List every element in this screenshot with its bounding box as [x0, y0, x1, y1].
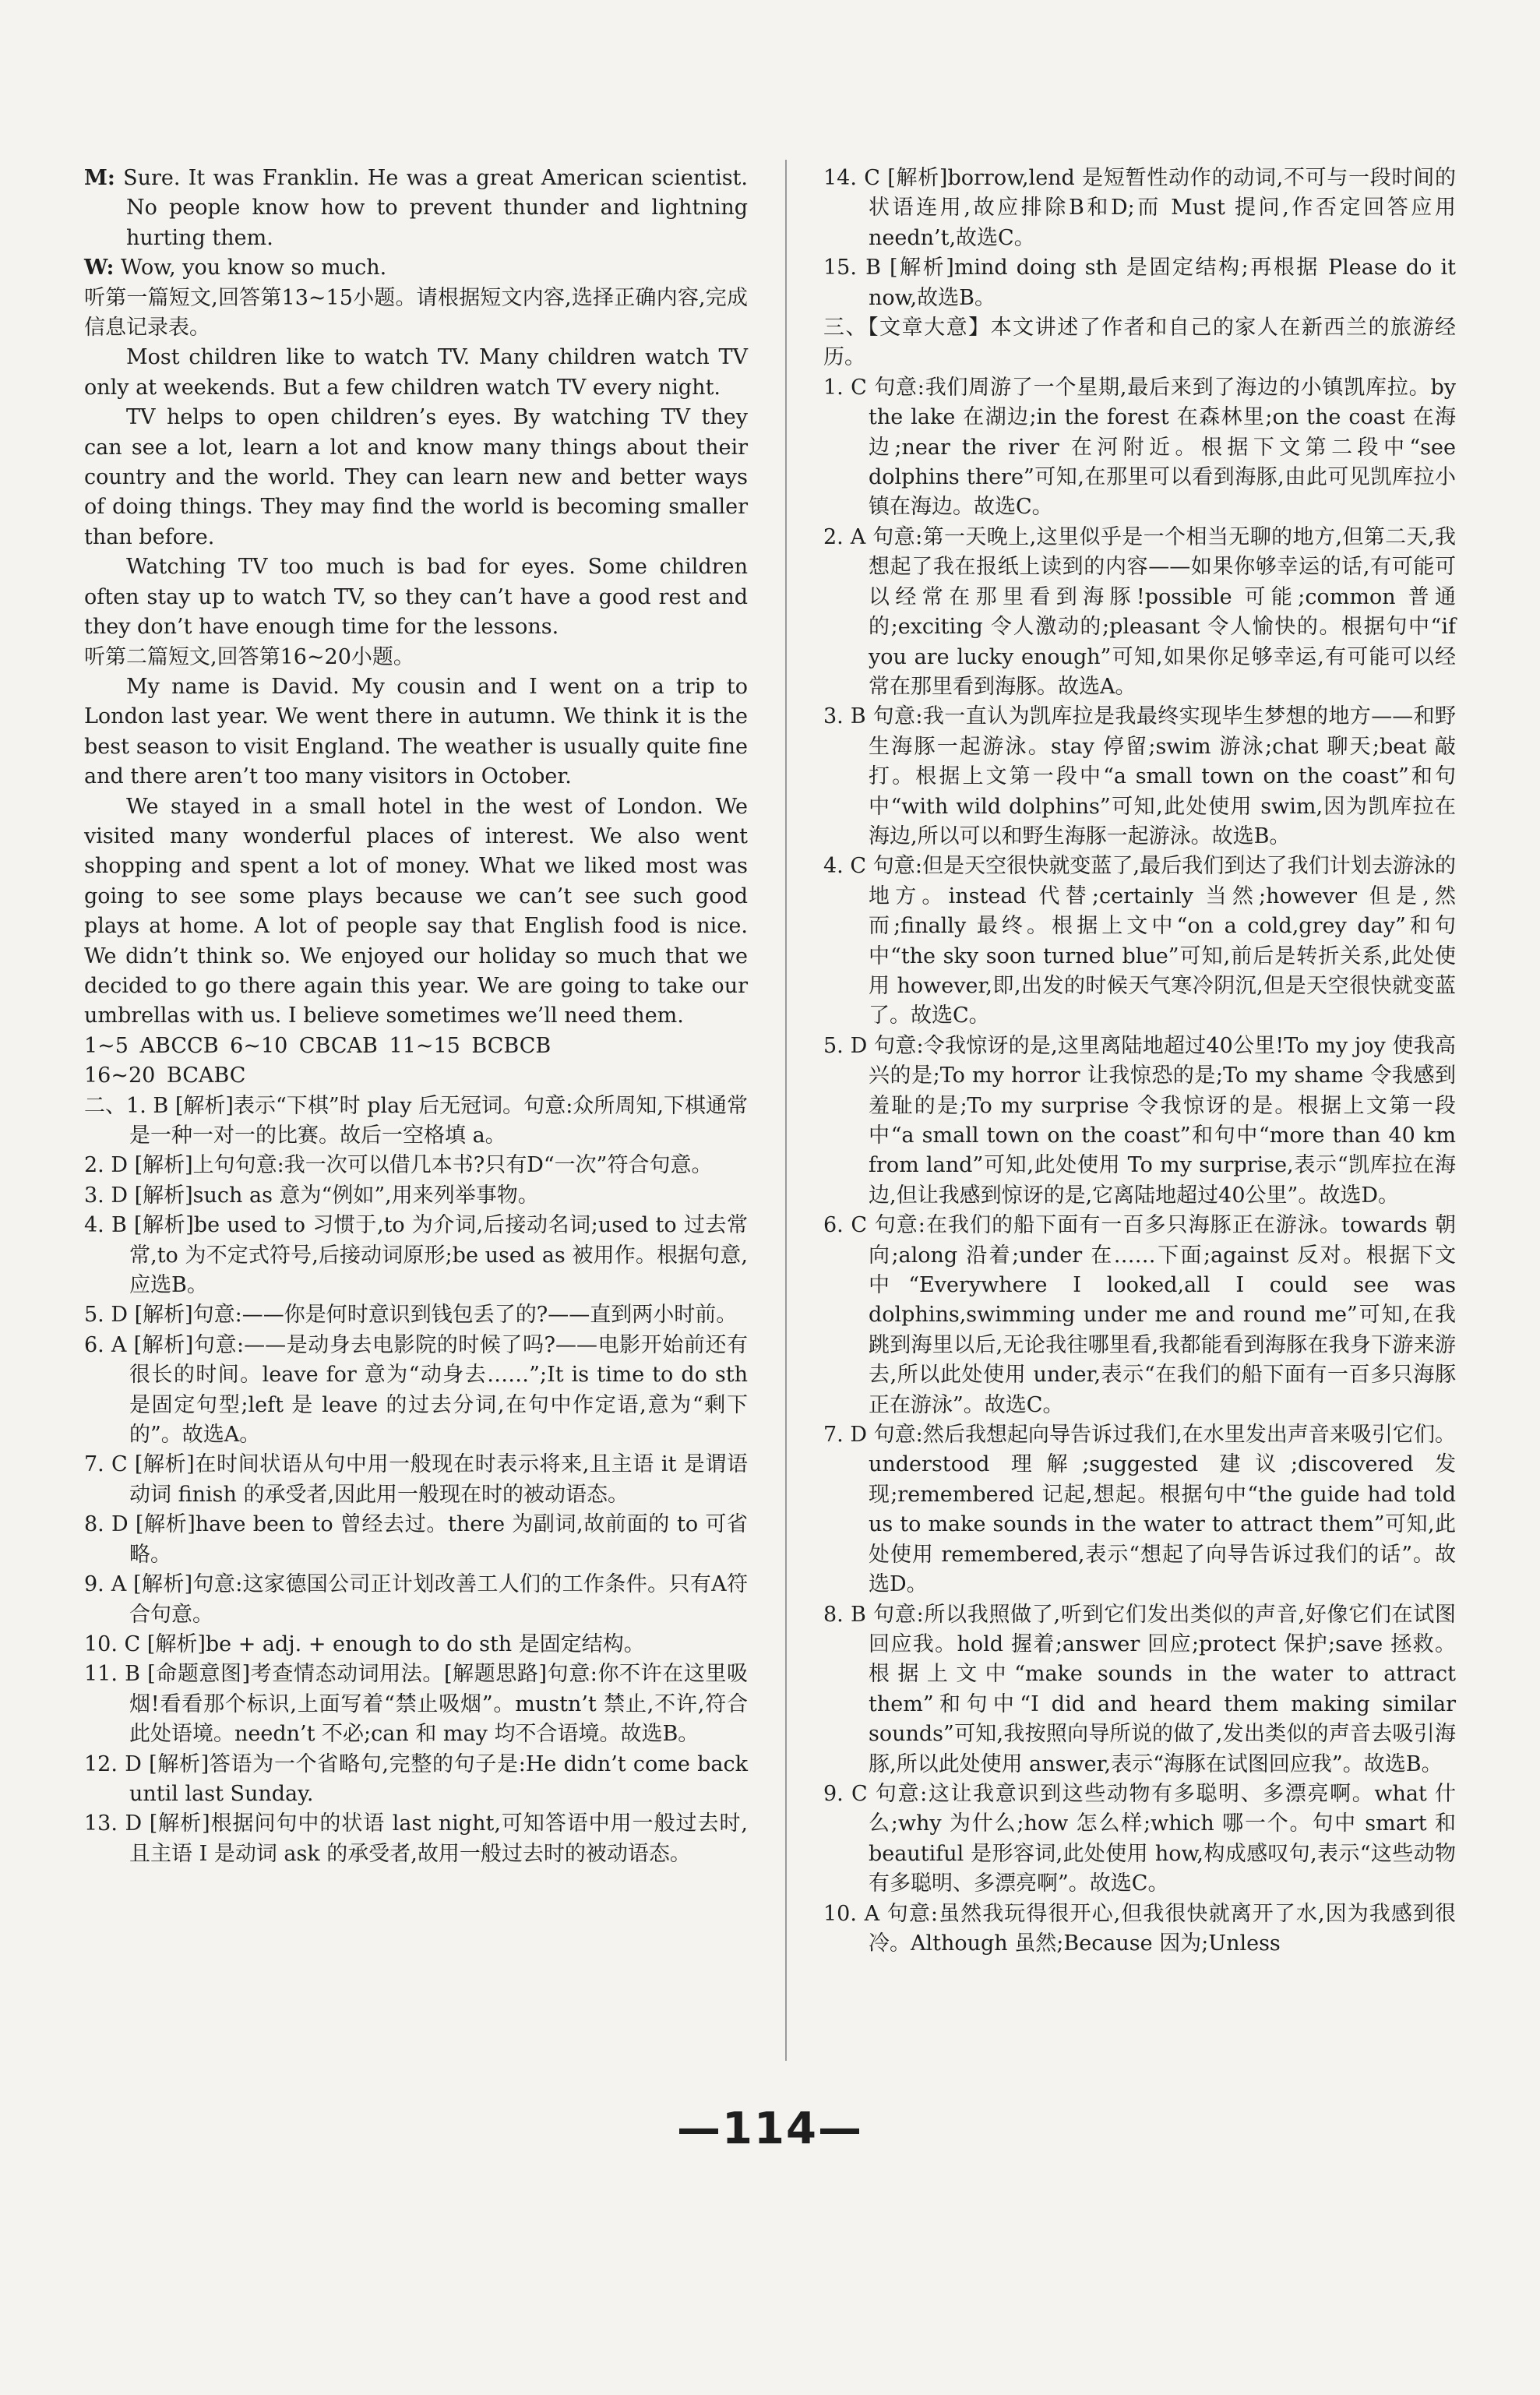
answer-item [84, 1300, 748, 1330]
answer-item [84, 1630, 748, 1660]
item-number: 7. [84, 1452, 104, 1477]
answer-item [823, 164, 1456, 253]
item-number: 二、1. [84, 1093, 146, 1118]
answer-item [823, 373, 1456, 523]
item-number: 13. [84, 1811, 118, 1836]
answer-item [823, 702, 1456, 852]
item-text: C [解析]在时间状语从句中用一般现在时表示将来,且主语 it 是谓语动词 finish 的承受者,因此用一般现在时的被动语态。 [111, 1452, 748, 1507]
item-number: 2. [823, 524, 844, 549]
item-number: 8. [823, 1602, 844, 1627]
item-text: C 句意:但是天空很快就变蓝了,最后我们到达了我们计划去游泳的地方。instead 代替;certainly 当然;however 但是,然而;finally 最终。根据上文中“on a cold,grey day”和句中“the sky soon turned blue”可知,前后是转折关系,此处使用 however,即,出发的时候天气寒冷阴沉,但是天空很快就变蓝了。故选C。 [850, 854, 1456, 1028]
passage-paragraph: TV helps to open children’s eyes. By watching TV they can see a lot, learn a lot and know many things about their country and the world. They can learn new and better ways of doing things. They may find the world is becoming smaller than before. [84, 405, 748, 549]
item-text: D 句意:令我惊讶的是,这里离陆地超过40公里!To my joy 使我高兴的是;To my horror 让我惊恐的是;To my shame 令我感到羞耻的是;To my surprise 令我惊讶的是。根据上文第一段中“a small town on the coast”和句中“more than 40 km from land”可知,此处使用 To my surprise,表示“凯库拉在海边,但让我感到惊讶的是,它离陆地超过40公里”。故选D。 [850, 1033, 1456, 1208]
item-text: B [命题意图]考查情态动词用法。[解题思路]句意:你不许在这里吸烟!看看那个标识,上面写着“禁止吸烟”。mustn’t 禁止,不许,符合此处语境。needn’t 不必;can 和 may 均不合语境。故选B。 [125, 1662, 748, 1747]
item-text: B 句意:我一直认为凯库拉是我最终实现毕生梦想的地方——和野生海豚一起游泳。stay 停留;swim 游泳;chat 聊天;beat 敲打。根据上文第一段中“a small town on the coast”和句中“with wild dolphins”可知,此处使用 swim,因为凯库拉在海边,所以可以和野生海豚一起游泳。故选B。 [850, 704, 1456, 848]
listening-intro-1: 听第一篇短文,回答第13~15小题。请根据短文内容,选择正确内容,完成信息记录表。 [84, 285, 748, 340]
answer-item [84, 1570, 748, 1630]
right-column [823, 164, 1456, 1959]
answer-item [84, 1660, 748, 1749]
answer-item [84, 1331, 748, 1451]
item-text: D 句意:然后我想起向导告诉过我们,在水里发出声音来吸引它们。understood 理解;suggested 建议;discovered 发现;remembered 记起,想起。根据句中“the guide had told us to make sounds in the water to attract them”可知,此处使用 remembered,表示“想起了向导告诉过我们的话”。故选D。 [850, 1423, 1456, 1597]
answer-item [84, 1809, 748, 1869]
item-number: 3. [823, 704, 844, 729]
answer-item [84, 1181, 748, 1211]
item-text: B [解析]be used to 习惯于,to 为介词,后接动名词;used to 过去常常,to 为不定式符号,后接动词原形;be used as 被用作。根据句意,应选B。 [111, 1213, 748, 1298]
passage-paragraph: We stayed in a small hotel in the west of London. We visited many wonderful places of interest. We also went shopping and spent a lot of money. What we liked most was going to see some plays because we can’t see such good plays at home. A lot of people say that English food is nice. We didn’t think so. We enjoyed our holiday so much that we decided to go there again this year. We are going to take our umbrellas with us. I believe sometimes we’ll need them. [84, 794, 748, 1028]
item-text: D [解析]句意:——你是何时意识到钱包丢了的?——直到两小时前。 [111, 1303, 738, 1328]
item-text: B [解析]mind doing sth 是固定结构;再根据 Please do it now,故选B。 [865, 256, 1456, 310]
item-text: C [解析]be + adj. + enough to do sth 是固定结构。 [124, 1631, 645, 1656]
item-text: A 句意:第一天晚上,这里似乎是一个相当无聊的地方,但第二天,我想起了我在报纸上读到的内容——如果你够幸运的话,有可能可以经常在那里看到海豚!possible 可能;common 普通的;exciting 令人激动的;pleasant 令人愉快的。根据句中“if you are lucky enough”可知,如果你足够幸运,有可能可以经常在那里看到海豚。故选A。 [850, 524, 1456, 699]
item-number: 8. [84, 1512, 104, 1537]
item-number: 7. [823, 1423, 844, 1448]
dialogue-line-m [84, 164, 748, 253]
speaker-w: W: [84, 256, 115, 280]
item-number: 6. [823, 1213, 844, 1238]
answer-item [84, 1211, 748, 1300]
item-text: B [解析]表示“下棋”时 play 后无冠词。句意:众所周知,下棋通常是一种一对一的比赛。故后一空格填 a。 [129, 1093, 749, 1148]
item-text: A 句意:虽然我玩得很开心,但我很快就离开了水,因为我感到很冷。Although 虽然;Because 因为;Unless [864, 1901, 1456, 1956]
section-3-answers [823, 373, 1456, 1959]
item-number: 10. [84, 1631, 118, 1656]
answer-item [823, 1779, 1456, 1899]
section-3-summary: 三、【文章大意】本文讲述了作者和自己的家人在新西兰的旅游经历。 [823, 316, 1456, 370]
page-number: —114— [677, 2104, 863, 2154]
section-2-answers [84, 1092, 748, 1870]
answer-key-line: 16~20 BCABC [84, 1063, 246, 1088]
speaker-m: M: [84, 166, 115, 190]
answer-key-line: 1~5 ABCCB 6~10 CBCAB 11~15 BCBCB [84, 1033, 552, 1058]
answer-item [823, 1211, 1456, 1420]
item-number: 9. [84, 1572, 104, 1597]
answer-item [823, 1032, 1456, 1211]
passage-paragraph: My name is David. My cousin and I went on a trip to London last year. We went there in autumn. We think it is the best season to visit England. The weather is usually quite fine and there aren’t too many visitors in October. [84, 674, 748, 789]
answer-item [823, 253, 1456, 313]
item-text: B 句意:所以我照做了,听到它们发出类似的声音,好像它们在试图回应我。hold 握着;answer 回应;protect 保护;save 拯救。根据上文中“make sounds in the water to attract them”和句中“I did and heard them making similar sounds”可知,我按照向导所说的做了,发出类似的声音去吸引海豚,所以此处使用 answer,表示“海豚在试图回应我”。故选B。 [851, 1602, 1456, 1776]
item-number: 9. [823, 1781, 844, 1806]
answer-item [84, 1750, 748, 1810]
item-text: C 句意:我们周游了一个星期,最后来到了海边的小镇凯库拉。by the lake 在湖边;in the forest 在森林里;on the coast 在海边;near the river 在河附近。根据下文第二段中“see dolphins there”可知,在那里可以看到海豚,由此可见凯库拉小镇在海边。故选C。 [851, 375, 1456, 520]
dialogue-text: Sure. It was Franklin. He was a great American scientist. No people know how to prevent thunder and lightning hurting them. [115, 166, 748, 250]
answer-item [823, 523, 1456, 702]
item-number: 5. [823, 1033, 844, 1058]
item-text: D [解析]have been to 曾经去过。there 为副词,故前面的 to 可省略。 [111, 1512, 748, 1567]
answer-item [84, 1510, 748, 1570]
item-number: 12. [84, 1751, 118, 1776]
column-divider [785, 160, 787, 2061]
answer-item [84, 1092, 749, 1152]
passage-paragraph: Most children like to watch TV. Many children watch TV only at weekends. But a few children watch TV every night. [84, 345, 748, 400]
item-number: 3. [84, 1183, 104, 1208]
answer-item [84, 1151, 748, 1180]
item-text: A [解析]句意:——是动身去电影院的时候了吗?——电影开始前还有很长的时间。leave for 意为“动身去……”;It is time to do sth 是固定句型;left 是 leave 的过去分词,在句中作定语,意为“剩下的”。故选A。 [111, 1332, 748, 1448]
item-number: 14. [823, 166, 857, 190]
item-text: C 句意:在我们的船下面有一百多只海豚正在游泳。towards 朝向;along 沿着;under 在……下面;against 反对。根据下文中“Everywhere I looked,all I could see was dolphins,swimming under me and round me”可知,在我跳到海里以后,无论我往哪里看,我都能看到海豚在我身下游来游去,所以此处使用 under,表示“在我们的船下面有一百多只海豚正在游泳”。故选C。 [851, 1213, 1456, 1417]
item-text: D [解析]答语为一个省略句,完整的句子是:He didn’t come back until last Sunday. [125, 1751, 748, 1806]
answer-item [823, 1899, 1456, 1959]
item-number: 4. [823, 854, 844, 879]
dialogue-text: Wow, you know so much. [114, 256, 387, 280]
item-number: 11. [84, 1662, 118, 1687]
answer-item [823, 1420, 1456, 1600]
item-text: A [解析]句意:这家德国公司正计划改善工人们的工作条件。只有A符合句意。 [111, 1572, 748, 1627]
item-number: 5. [84, 1303, 104, 1328]
dialogue-line-w [84, 253, 748, 283]
item-text: D [解析]such as 意为“例如”,用来列举事物。 [111, 1183, 539, 1208]
item-text: C [解析]borrow,lend 是短暂性动作的动词,不可与一段时间的状语连用,故应排除B和D;而 Must 提问,作否定回答应用 needn’t,故选C。 [864, 166, 1456, 250]
item-number: 4. [84, 1213, 104, 1238]
item-number: 1. [823, 375, 844, 400]
item-number: 15. [823, 256, 857, 280]
listening-intro-2: 听第二篇短文,回答第16~20小题。 [84, 644, 414, 669]
passage-paragraph: Watching TV too much is bad for eyes. Some children often stay up to watch TV, so they can’t have a good rest and they don’t have enough time for the lessons. [84, 555, 748, 640]
item-text: C 句意:这让我意识到这些动物有多聪明、多漂亮啊。what 什么;why 为什么;how 怎么样;which 哪一个。句中 smart 和 beautiful 是形容词,此处使用 how,构成感叹句,表示“这些动物有多聪明、多漂亮啊”。故选C。 [851, 1781, 1456, 1896]
left-column [84, 164, 748, 1869]
answer-item [84, 1450, 748, 1510]
item-number: 10. [823, 1901, 857, 1926]
item-number: 2. [84, 1153, 104, 1178]
answer-item [823, 1600, 1456, 1779]
item-text: D [解析]根据问句中的状语 last night,可知答语中用一般过去时,且主语 I 是动词 ask 的承受者,故用一般过去时的被动语态。 [125, 1811, 748, 1866]
answer-item [823, 852, 1456, 1031]
item-number: 6. [84, 1332, 104, 1357]
item-text: D [解析]上句句意:我一次可以借几本书?只有D“一次”符合句意。 [111, 1153, 713, 1178]
